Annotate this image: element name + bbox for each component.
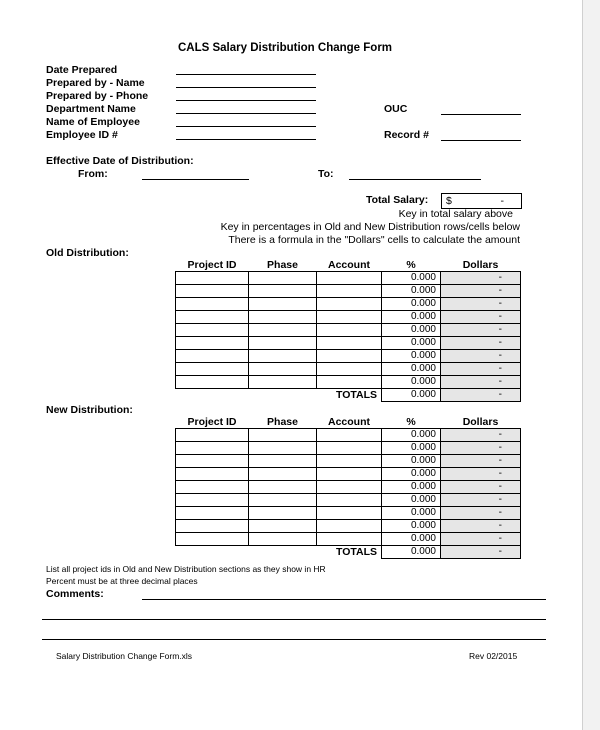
project-id-cell[interactable] — [176, 337, 249, 350]
table-row — [176, 468, 521, 481]
percent-cell[interactable]: 0.000 — [382, 272, 441, 285]
blank-cell — [176, 389, 249, 402]
percent-cell[interactable]: 0.000 — [382, 311, 441, 324]
phase-cell[interactable] — [249, 337, 317, 350]
project-id-cell[interactable] — [176, 481, 249, 494]
employee-id-field[interactable] — [176, 139, 316, 140]
phase-cell[interactable] — [249, 376, 317, 389]
account-cell[interactable] — [317, 533, 382, 546]
dollars-cell: - — [441, 337, 521, 350]
col-header-account: Account — [317, 416, 382, 429]
phase-cell[interactable] — [249, 285, 317, 298]
comments-line[interactable] — [42, 619, 546, 620]
table-row — [176, 376, 521, 389]
table-row — [176, 455, 521, 468]
percent-cell[interactable]: 0.000 — [382, 468, 441, 481]
project-id-cell[interactable] — [176, 507, 249, 520]
col-header-phase: Phase — [249, 259, 317, 272]
totals-label: TOTALS — [317, 546, 382, 559]
phase-cell[interactable] — [249, 533, 317, 546]
col-header-project-id: Project ID — [176, 416, 249, 429]
project-id-cell[interactable] — [176, 442, 249, 455]
project-id-cell[interactable] — [176, 455, 249, 468]
to-label: To: — [318, 168, 334, 180]
new-distribution-title: New Distribution: — [46, 404, 133, 416]
dollars-cell: - — [441, 429, 521, 442]
phase-cell[interactable] — [249, 311, 317, 324]
phase-cell[interactable] — [249, 363, 317, 376]
percent-cell[interactable]: 0.000 — [382, 533, 441, 546]
prepared-by-phone-field[interactable] — [176, 100, 316, 101]
percent-cell[interactable]: 0.000 — [382, 376, 441, 389]
prepared-by-name-field[interactable] — [176, 87, 316, 88]
new-distribution-table — [175, 416, 521, 559]
dollars-cell: - — [441, 507, 521, 520]
account-cell[interactable] — [317, 311, 382, 324]
total-salary-label: Total Salary: — [366, 194, 429, 206]
account-cell[interactable] — [317, 494, 382, 507]
project-id-cell[interactable] — [176, 324, 249, 337]
percent-cell[interactable]: 0.000 — [382, 363, 441, 376]
old-distribution-table — [175, 259, 521, 402]
phase-cell[interactable] — [249, 324, 317, 337]
footer-revision: Rev 02/2015 — [469, 651, 518, 661]
phase-cell[interactable] — [249, 298, 317, 311]
dollars-cell: - — [441, 494, 521, 507]
percent-cell[interactable]: 0.000 — [382, 350, 441, 363]
dollars-cell: - — [441, 285, 521, 298]
comments-line[interactable] — [142, 599, 546, 600]
ouc-field[interactable] — [441, 114, 521, 115]
record-field[interactable] — [441, 140, 521, 141]
dollars-cell: - — [441, 324, 521, 337]
table-row — [176, 272, 521, 285]
percent-cell[interactable]: 0.000 — [382, 507, 441, 520]
project-id-cell[interactable] — [176, 468, 249, 481]
account-cell[interactable] — [317, 520, 382, 533]
col-header-dollars: Dollars — [441, 259, 521, 272]
col-header-percent: % — [382, 416, 441, 429]
dollars-cell: - — [441, 533, 521, 546]
percent-cell[interactable]: 0.000 — [382, 455, 441, 468]
project-id-cell[interactable] — [176, 350, 249, 363]
account-cell[interactable] — [317, 455, 382, 468]
table-row — [176, 494, 521, 507]
instruction-line: Key in percentages in Old and New Distribution rows/cells below — [220, 221, 520, 233]
project-id-cell[interactable] — [176, 311, 249, 324]
phase-cell[interactable] — [249, 272, 317, 285]
currency-symbol: $ — [446, 195, 452, 207]
comments-label: Comments: — [46, 588, 104, 600]
percent-cell[interactable]: 0.000 — [382, 481, 441, 494]
totals-row — [176, 389, 521, 402]
project-id-cell[interactable] — [176, 494, 249, 507]
table-row — [176, 337, 521, 350]
date-prepared-field[interactable] — [176, 74, 316, 75]
old-distribution-title: Old Distribution: — [46, 247, 129, 259]
totals-row — [176, 546, 521, 559]
account-cell[interactable] — [317, 350, 382, 363]
col-header-phase: Phase — [249, 416, 317, 429]
project-id-cell[interactable] — [176, 285, 249, 298]
percent-cell[interactable]: 0.000 — [382, 520, 441, 533]
totals-percent: 0.000 — [382, 389, 441, 402]
dollars-cell: - — [441, 442, 521, 455]
footer-filename: Salary Distribution Change Form.xls — [56, 651, 193, 661]
date-prepared-label: Date Prepared — [46, 64, 118, 76]
totals-percent: 0.000 — [382, 546, 441, 559]
project-id-cell[interactable] — [176, 376, 249, 389]
from-label: From: — [78, 168, 108, 180]
blank-cell — [176, 546, 249, 559]
percent-cell[interactable]: 0.000 — [382, 442, 441, 455]
phase-cell[interactable] — [249, 455, 317, 468]
comments-line[interactable] — [42, 639, 546, 640]
totals-dollars: - — [441, 546, 521, 559]
table-row — [176, 507, 521, 520]
department-name-field[interactable] — [176, 113, 316, 114]
record-label: Record # — [384, 129, 429, 141]
dollars-cell: - — [441, 350, 521, 363]
percent-cell[interactable]: 0.000 — [382, 337, 441, 350]
table-row — [176, 324, 521, 337]
percent-cell[interactable]: 0.000 — [382, 429, 441, 442]
dollars-cell: - — [441, 272, 521, 285]
phase-cell[interactable] — [249, 507, 317, 520]
table-row — [176, 481, 521, 494]
account-cell[interactable] — [317, 272, 382, 285]
table-row — [176, 429, 521, 442]
phase-cell[interactable] — [249, 494, 317, 507]
instruction-line: Key in total salary above — [398, 208, 513, 220]
effective-date-label: Effective Date of Distribution: — [46, 155, 194, 167]
col-header-percent: % — [382, 259, 441, 272]
project-id-cell[interactable] — [176, 272, 249, 285]
phase-cell[interactable] — [249, 350, 317, 363]
ouc-label: OUC — [384, 103, 408, 115]
dollars-cell: - — [441, 363, 521, 376]
employee-name-field[interactable] — [176, 126, 316, 127]
phase-cell[interactable] — [249, 429, 317, 442]
dollars-cell: - — [441, 520, 521, 533]
instruction-line: There is a formula in the "Dollars" cells to calculate the amount — [228, 234, 520, 246]
blank-cell — [249, 546, 317, 559]
col-header-account: Account — [317, 259, 382, 272]
account-cell[interactable] — [317, 285, 382, 298]
account-cell[interactable] — [317, 442, 382, 455]
phase-cell[interactable] — [249, 520, 317, 533]
project-id-cell[interactable] — [176, 520, 249, 533]
col-header-dollars: Dollars — [441, 416, 521, 429]
account-cell[interactable] — [317, 363, 382, 376]
note-line: List all project ids in Old and New Distribution sections as they show in HR — [46, 564, 326, 574]
account-cell[interactable] — [317, 324, 382, 337]
table-row — [176, 533, 521, 546]
col-header-project-id: Project ID — [176, 259, 249, 272]
department-name-label: Department Name — [46, 103, 136, 115]
percent-cell[interactable]: 0.000 — [382, 298, 441, 311]
project-id-cell[interactable] — [176, 429, 249, 442]
totals-dollars: - — [441, 389, 521, 402]
account-cell[interactable] — [317, 468, 382, 481]
table-row — [176, 311, 521, 324]
employee-id-label: Employee ID # — [46, 129, 118, 141]
table-row — [176, 520, 521, 533]
account-cell[interactable] — [317, 337, 382, 350]
total-salary-input[interactable] — [441, 193, 522, 209]
prepared-by-phone-label: Prepared by - Phone — [46, 90, 149, 102]
blank-cell — [249, 389, 317, 402]
project-id-cell[interactable] — [176, 533, 249, 546]
form-title: CALS Salary Distribution Change Form — [177, 42, 393, 54]
prepared-by-name-label: Prepared by - Name — [46, 77, 145, 89]
table-row — [176, 442, 521, 455]
account-cell[interactable] — [317, 429, 382, 442]
account-cell[interactable] — [317, 507, 382, 520]
phase-cell[interactable] — [249, 481, 317, 494]
phase-cell[interactable] — [249, 468, 317, 481]
table-row — [176, 363, 521, 376]
account-cell[interactable] — [317, 376, 382, 389]
dollars-cell: - — [441, 481, 521, 494]
employee-name-label: Name of Employee — [46, 116, 140, 128]
percent-cell[interactable]: 0.000 — [382, 324, 441, 337]
dollars-cell: - — [441, 311, 521, 324]
project-id-cell[interactable] — [176, 363, 249, 376]
percent-cell[interactable]: 0.000 — [382, 285, 441, 298]
from-date-field[interactable] — [142, 179, 249, 180]
dollars-cell: - — [441, 298, 521, 311]
table-row — [176, 285, 521, 298]
percent-cell[interactable]: 0.000 — [382, 494, 441, 507]
phase-cell[interactable] — [249, 442, 317, 455]
project-id-cell[interactable] — [176, 298, 249, 311]
table-row — [176, 298, 521, 311]
dollars-cell: - — [441, 376, 521, 389]
account-cell[interactable] — [317, 298, 382, 311]
table-row — [176, 350, 521, 363]
to-date-field[interactable] — [349, 179, 481, 180]
account-cell[interactable] — [317, 481, 382, 494]
dollars-cell: - — [441, 455, 521, 468]
dollars-cell: - — [441, 468, 521, 481]
totals-label: TOTALS — [317, 389, 382, 402]
total-salary-value: - — [500, 195, 504, 207]
note-line: Percent must be at three decimal places — [46, 576, 198, 586]
